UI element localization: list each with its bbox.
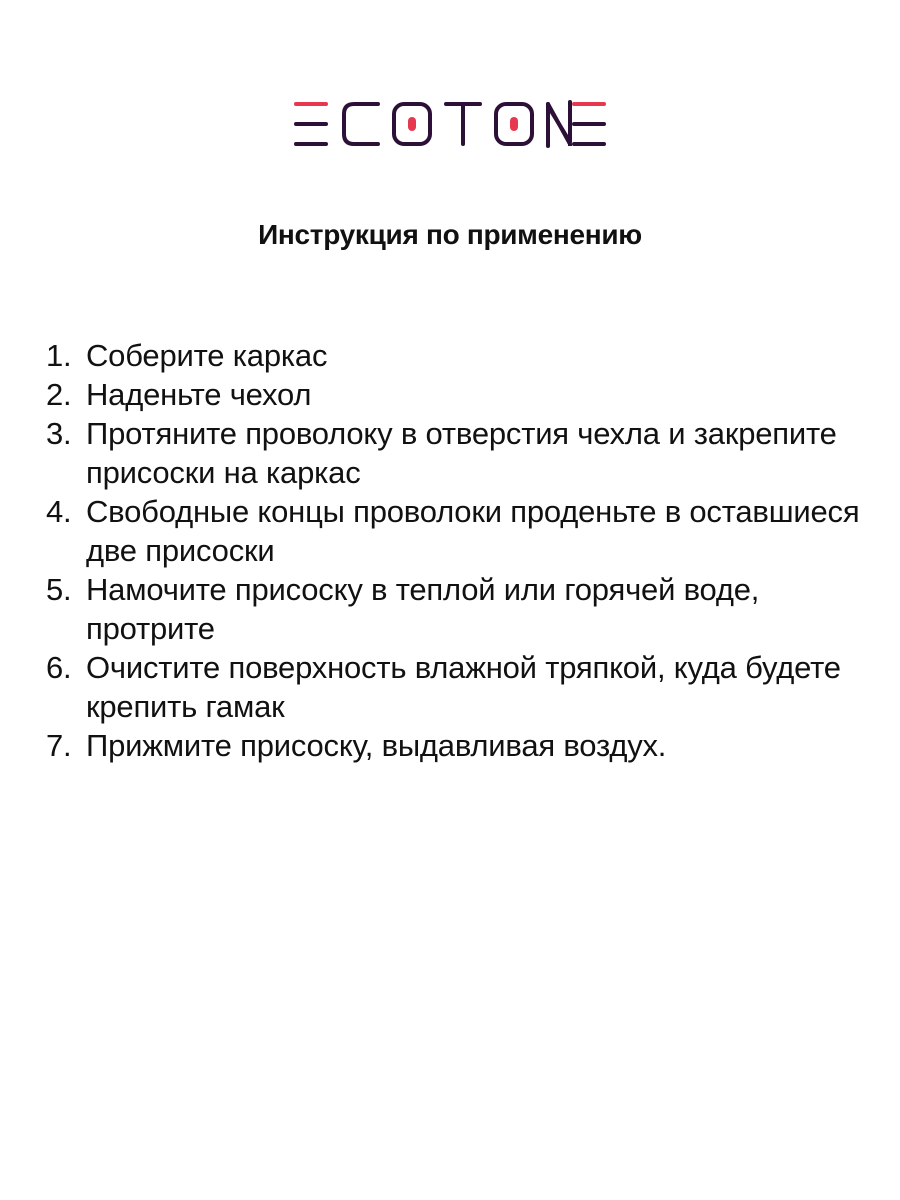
list-item	[46, 375, 866, 414]
step-number: 5.	[46, 572, 72, 607]
list-item	[46, 492, 866, 570]
logo-letter-e1	[294, 102, 328, 146]
list-item	[46, 726, 866, 765]
step-number: 7.	[46, 728, 72, 763]
step-text: Протяните проволоку в отверстия чехла и закрепите присоски на каркас	[86, 416, 837, 490]
step-text: Прижмите присоску, выдавливая воздух.	[86, 728, 667, 763]
ecotone-logo	[292, 100, 608, 148]
list-item	[46, 570, 866, 648]
page-title: Инструкция по применению	[258, 219, 642, 250]
logo-letter-e2	[572, 102, 606, 146]
list-item	[46, 336, 866, 375]
step-text: Очистите поверхность влажной тряпкой, куда будете крепить гамак	[86, 650, 841, 724]
step-number: 1.	[46, 338, 72, 373]
step-text: Намочите присоску в теплой или горячей воде, протрите	[86, 572, 760, 646]
step-number: 2.	[46, 377, 72, 412]
list-item	[46, 414, 866, 492]
logo-letter-o2	[496, 104, 532, 144]
logo-letter-c	[344, 104, 378, 144]
step-text: Свободные концы проволоки проденьте в оставшиеся две присоски	[86, 494, 860, 568]
step-number: 6.	[46, 650, 72, 685]
logo-letter-t	[444, 102, 482, 146]
step-number: 3.	[46, 416, 72, 451]
instruction-list	[46, 336, 866, 765]
logo-letter-o	[394, 104, 430, 144]
list-item	[46, 648, 866, 726]
step-text: Соберите каркас	[86, 338, 328, 373]
step-number: 4.	[46, 494, 72, 529]
step-text: Наденьте чехол	[86, 377, 312, 412]
